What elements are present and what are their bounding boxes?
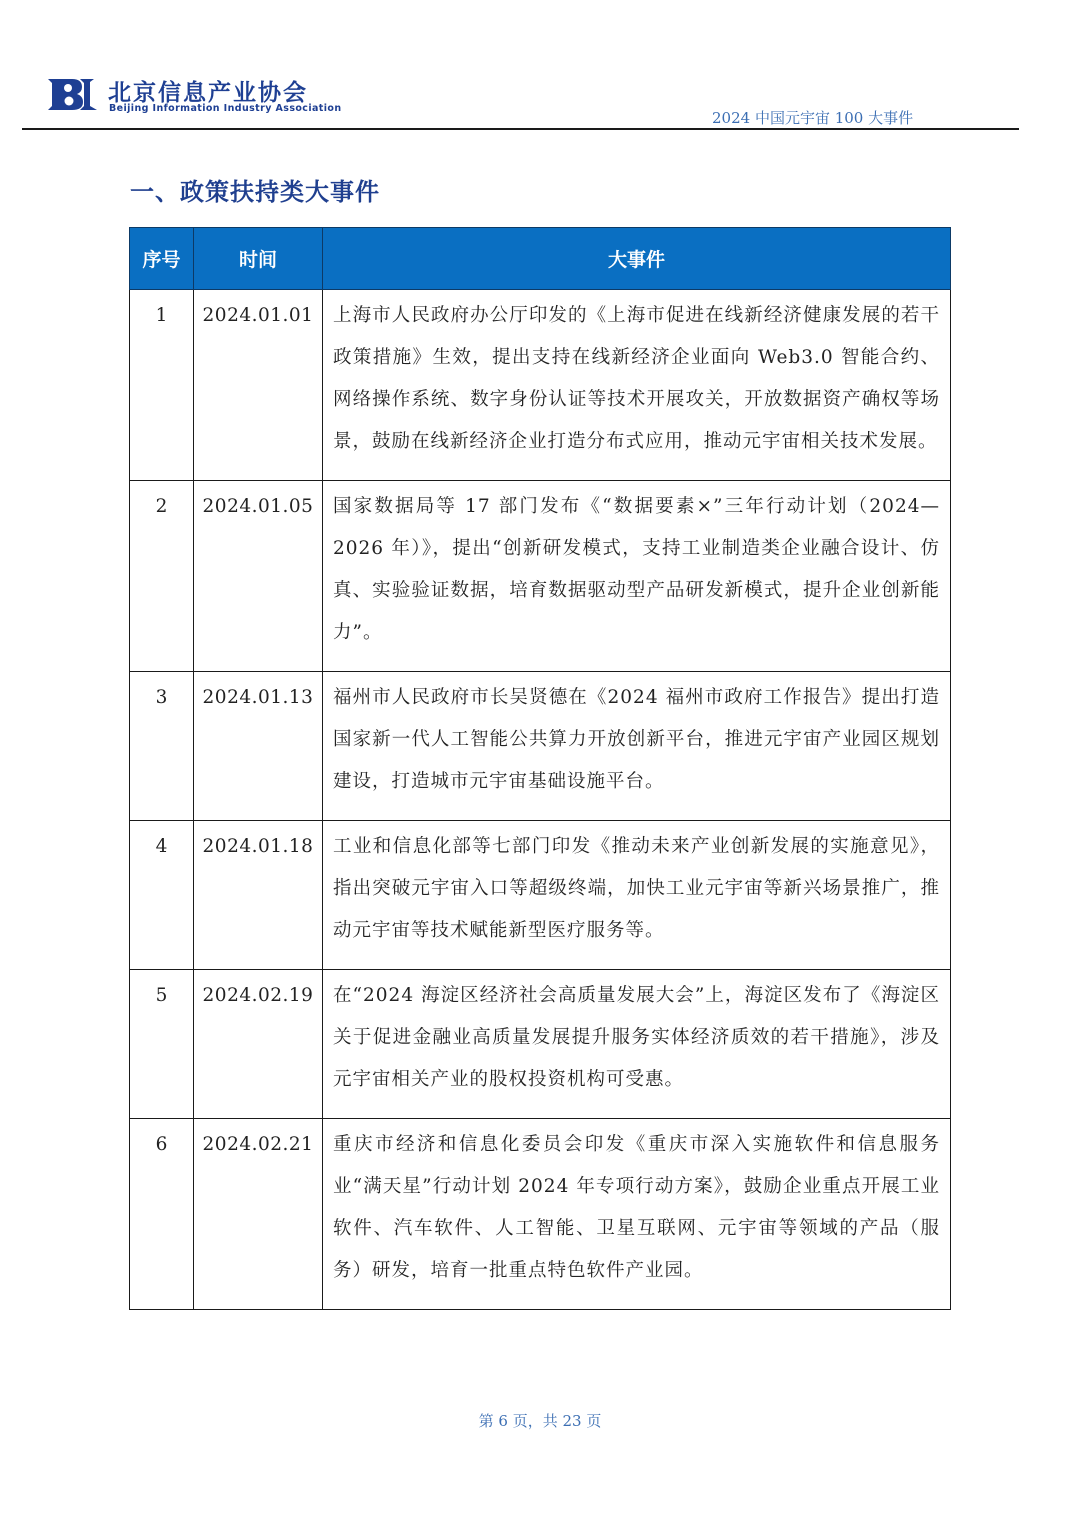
table-row: [130, 970, 951, 1119]
row-number: 6: [130, 1119, 194, 1310]
section-title: 一、政策扶持类大事件: [130, 178, 380, 206]
header-divider: [22, 128, 1019, 130]
row-event: 工业和信息化部等七部门印发《推动未来产业创新发展的实施意见》，指出突破元宇宙入口等超级终端，加快工业元宇宙等新兴场景推广，推动元宇宙等技术赋能新型医疗服务等。: [323, 821, 951, 970]
row-date: 2024.01.05: [194, 481, 323, 672]
row-date: 2024.01.13: [194, 672, 323, 821]
column-header-event: 大事件: [323, 228, 951, 290]
row-number: 5: [130, 970, 194, 1119]
table-row: [130, 1119, 951, 1310]
events-table: [129, 227, 951, 1310]
row-event: 福州市人民政府市长吴贤德在《2024 福州市政府工作报告》提出打造国家新一代人工智能公共算力开放创新平台，推进元宇宙产业园区规划建设，打造城市元宇宙基础设施平台。: [323, 672, 951, 821]
row-number: 2: [130, 481, 194, 672]
column-header-number: 序号: [130, 228, 194, 290]
row-event: 上海市人民政府办公厅印发的《上海市促进在线新经济健康发展的若干政策措施》生效，提出支持在线新经济企业面向 Web3.0 智能合约、网络操作系统、数字身份认证等技术开展攻关，开放数据资产确权等场景，鼓励在线新经济企业打造分布式应用，推动元宇宙相关技术发展。: [323, 290, 951, 481]
row-number: 1: [130, 290, 194, 481]
org-name-cn: 北京信息产业协会: [108, 80, 308, 106]
table-row: [130, 821, 951, 970]
row-event: 重庆市经济和信息化委员会印发《重庆市深入实施软件和信息服务业“满天星”行动计划 2024 年专项行动方案》，鼓励企业重点开展工业软件、汽车软件、人工智能、卫星互联网、元宇宙等领域的产品（服务）研发，培育一批重点特色软件产业园。: [323, 1119, 951, 1310]
table-row: [130, 481, 951, 672]
page-header: [0, 0, 1080, 132]
page-footer: 第 6 页，共 23 页: [478, 1412, 602, 1430]
row-date: 2024.01.18: [194, 821, 323, 970]
row-date: 2024.02.19: [194, 970, 323, 1119]
org-name-en: Beijing Information Industry Association: [109, 103, 342, 114]
row-event: 在“2024 海淀区经济社会高质量发展大会”上，海淀区发布了《海淀区关于促进金融业高质量发展提升服务实体经济质效的若干措施》，涉及元宇宙相关产业的股权投资机构可受惠。: [323, 970, 951, 1119]
table-row: [130, 290, 951, 481]
column-header-date: 时间: [194, 228, 323, 290]
row-number: 3: [130, 672, 194, 821]
table-row: [130, 672, 951, 821]
table-header-row: [130, 228, 951, 290]
bi-logo-icon: [46, 76, 98, 112]
row-event: 国家数据局等 17 部门发布《“数据要素×”三年行动计划（2024—2026 年）》，提出“创新研发模式，支持工业制造类企业融合设计、仿真、实验验证数据，培育数据驱动型产品研发新模式，提升企业创新能力”。: [323, 481, 951, 672]
row-date: 2024.02.21: [194, 1119, 323, 1310]
document-title: 2024 中国元宇宙 100 大事件: [712, 109, 914, 127]
row-number: 4: [130, 821, 194, 970]
row-date: 2024.01.01: [194, 290, 323, 481]
